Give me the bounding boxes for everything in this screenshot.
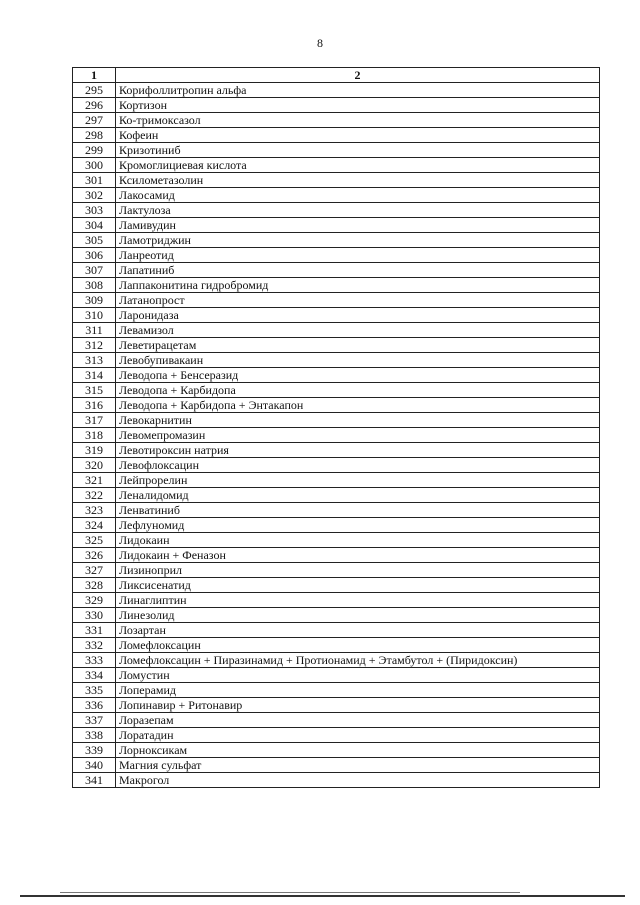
table-row [73,158,600,173]
drug-name: Ломефлоксацин + Пиразинамид + Протионамид + Этамбутол + (Пиридоксин) [116,653,600,668]
row-number: 327 [73,563,116,578]
table-row [73,653,600,668]
table-row [73,278,600,293]
drug-name: Ленватиниб [116,503,600,518]
column-header-name: 2 [116,68,600,83]
drug-name: Ламивудин [116,218,600,233]
drug-name: Лапатиниб [116,263,600,278]
row-number: 339 [73,743,116,758]
table-row [73,308,600,323]
table-row [73,698,600,713]
drug-name: Лоразепам [116,713,600,728]
drug-name: Линаглиптин [116,593,600,608]
row-number: 314 [73,368,116,383]
table-row [73,218,600,233]
row-number: 297 [73,113,116,128]
row-number: 336 [73,698,116,713]
row-number: 315 [73,383,116,398]
row-number: 335 [73,683,116,698]
drug-name: Ларонидаза [116,308,600,323]
row-number: 325 [73,533,116,548]
table-row [73,773,600,788]
row-number: 296 [73,98,116,113]
row-number: 312 [73,338,116,353]
drug-name: Лидокаин + Феназон [116,548,600,563]
table-row [73,443,600,458]
drug-name: Корифоллитропин альфа [116,83,600,98]
table-row [73,638,600,653]
drug-name: Левомепромазин [116,428,600,443]
row-number: 316 [73,398,116,413]
table-row [73,728,600,743]
drug-name: Лидокаин [116,533,600,548]
page-number: 8 [317,36,323,50]
table-row [73,353,600,368]
table-row [73,488,600,503]
table-row [73,368,600,383]
table-row [73,533,600,548]
table-header-row [73,68,600,83]
drug-name: Левокарнитин [116,413,600,428]
drug-name: Лозартан [116,623,600,638]
row-number: 309 [73,293,116,308]
drug-name: Ломефлоксацин [116,638,600,653]
table-row [73,203,600,218]
drug-name: Лорноксикам [116,743,600,758]
table-row [73,248,600,263]
table-row [73,383,600,398]
drug-name: Ламотриджин [116,233,600,248]
table-row [73,143,600,158]
row-number: 338 [73,728,116,743]
row-number: 341 [73,773,116,788]
table-row [73,608,600,623]
drug-name: Левофлоксацин [116,458,600,473]
table-row [73,668,600,683]
drug-name: Лопинавир + Ритонавир [116,698,600,713]
drug-name: Лизиноприл [116,563,600,578]
table-row [73,758,600,773]
drug-name: Ко-тримоксазол [116,113,600,128]
drug-name: Кортизон [116,98,600,113]
drug-name: Кофеин [116,128,600,143]
row-number: 329 [73,593,116,608]
row-number: 310 [73,308,116,323]
row-number: 322 [73,488,116,503]
row-number: 331 [73,623,116,638]
row-number: 318 [73,428,116,443]
table-row [73,563,600,578]
drug-name: Левобупивакаин [116,353,600,368]
drug-name: Линезолид [116,608,600,623]
table-row [73,98,600,113]
table-row [73,398,600,413]
row-number: 299 [73,143,116,158]
table-row [73,458,600,473]
row-number: 313 [73,353,116,368]
drug-name: Ликсисенатид [116,578,600,593]
row-number: 324 [73,518,116,533]
table-row [73,413,600,428]
row-number: 337 [73,713,116,728]
table-row [73,548,600,563]
row-number: 301 [73,173,116,188]
drug-name: Ксилометазолин [116,173,600,188]
row-number: 300 [73,158,116,173]
drug-list-table [72,67,600,788]
table-row [73,518,600,533]
row-number: 302 [73,188,116,203]
table-row [73,683,600,698]
row-number: 311 [73,323,116,338]
row-number: 303 [73,203,116,218]
row-number: 317 [73,413,116,428]
column-header-number: 1 [73,68,116,83]
table-row [73,233,600,248]
drug-name: Лефлуномид [116,518,600,533]
drug-name: Латанопрост [116,293,600,308]
row-number: 332 [73,638,116,653]
table-row [73,578,600,593]
drug-name: Левамизол [116,323,600,338]
scan-artifact-line [20,895,625,897]
drug-name: Леветирацетам [116,338,600,353]
scan-artifact-line [60,892,520,893]
row-number: 298 [73,128,116,143]
drug-name: Магния сульфат [116,758,600,773]
drug-name: Ланреотид [116,248,600,263]
table-row [73,83,600,98]
drug-name: Лоперамид [116,683,600,698]
table-row [73,428,600,443]
table-row [73,323,600,338]
table-row [73,713,600,728]
row-number: 319 [73,443,116,458]
row-number: 333 [73,653,116,668]
row-number: 328 [73,578,116,593]
table-row [73,743,600,758]
drug-name: Леводопа + Бенсеразид [116,368,600,383]
table-row [73,128,600,143]
row-number: 321 [73,473,116,488]
drug-name: Лактулоза [116,203,600,218]
drug-name: Ломустин [116,668,600,683]
drug-name: Левотироксин натрия [116,443,600,458]
drug-name: Леналидомид [116,488,600,503]
row-number: 326 [73,548,116,563]
drug-name: Лоратадин [116,728,600,743]
table-row [73,473,600,488]
row-number: 307 [73,263,116,278]
row-number: 323 [73,503,116,518]
drug-name: Леводопа + Карбидопа [116,383,600,398]
table-row [73,173,600,188]
row-number: 320 [73,458,116,473]
row-number: 308 [73,278,116,293]
drug-name: Лейпрорелин [116,473,600,488]
row-number: 304 [73,218,116,233]
row-number: 330 [73,608,116,623]
table-row [73,293,600,308]
drug-name: Кризотиниб [116,143,600,158]
row-number: 334 [73,668,116,683]
drug-name: Макрогол [116,773,600,788]
row-number: 305 [73,233,116,248]
table-row [73,503,600,518]
drug-name: Лакосамид [116,188,600,203]
table-body [73,83,600,788]
table-row [73,593,600,608]
drug-name: Леводопа + Карбидопа + Энтакапон [116,398,600,413]
table-row [73,338,600,353]
table-row [73,188,600,203]
row-number: 295 [73,83,116,98]
table-row [73,113,600,128]
table-row [73,263,600,278]
drug-name: Лаппаконитина гидробромид [116,278,600,293]
row-number: 340 [73,758,116,773]
table-row [73,623,600,638]
drug-name: Кромоглициевая кислота [116,158,600,173]
row-number: 306 [73,248,116,263]
